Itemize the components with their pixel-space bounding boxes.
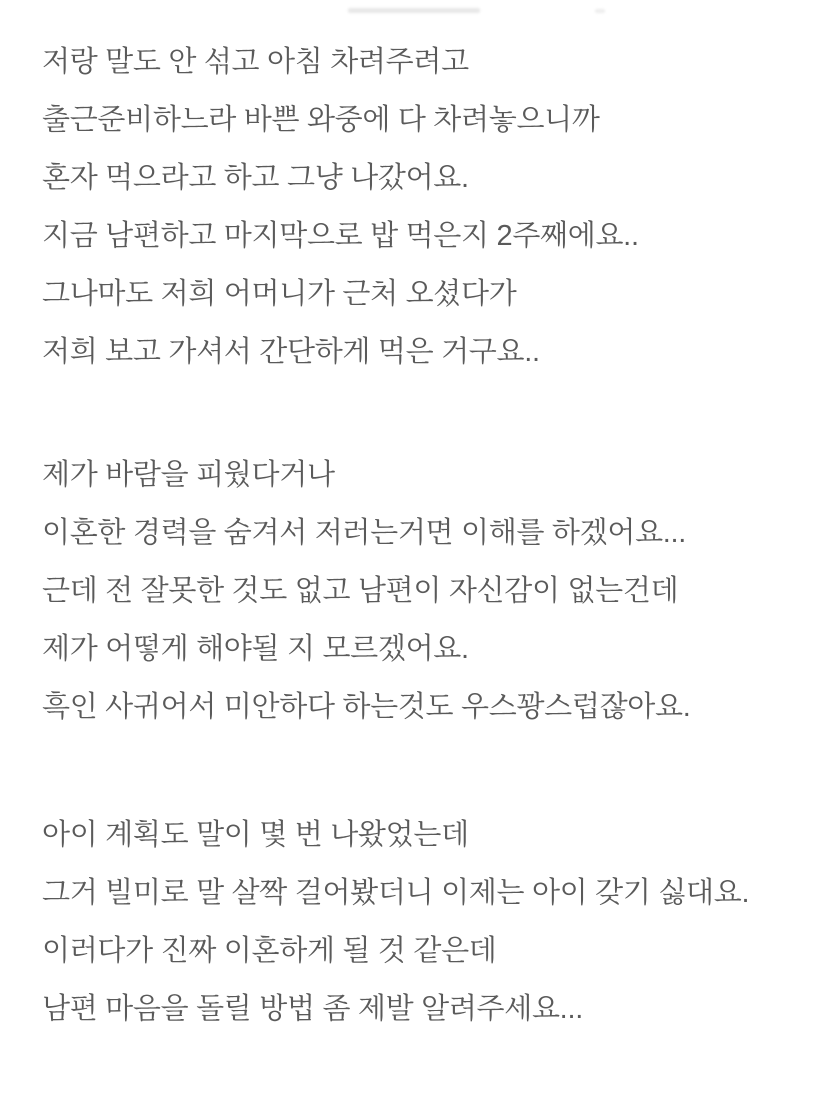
- text-line: 제가 어떻게 해야될 지 모르겠어요.: [42, 633, 469, 665]
- text-line: 근데 전 잘못한 것도 없고 남편이 자신감이 없는건데: [42, 575, 679, 607]
- paragraph-2: [42, 446, 815, 736]
- cropped-text-top-fragment: [348, 8, 480, 13]
- text-line: 흑인 사귀어서 미안하다 하는것도 우스꽝스럽잖아요.: [42, 691, 691, 723]
- text-line: 출근준비하느라 바쁜 와중에 다 차려놓으니까: [42, 104, 600, 136]
- text-line: 제가 바람을 피웠다거나: [42, 459, 335, 491]
- cropped-text-top-fragment-dot: [595, 9, 605, 13]
- text-line: 지금 남편하고 마지막으로 밥 먹은지 2주째에요..: [42, 220, 639, 252]
- text-line: 저희 보고 가셔서 간단하게 먹은 거구요..: [42, 336, 540, 368]
- paragraph-1: [42, 33, 815, 381]
- text-line: 혼자 먹으라고 하고 그냥 나갔어요.: [42, 162, 469, 194]
- text-line: 이러다가 진짜 이혼하게 될 것 같은데: [42, 935, 497, 967]
- text-line: 아이 계획도 말이 몇 번 나왔었는데: [42, 819, 469, 851]
- text-line: 그거 빌미로 말 살짝 걸어봤더니 이제는 아이 갖기 싫대요.: [42, 877, 750, 909]
- text-line: 저랑 말도 안 섞고 아침 차려주려고: [42, 46, 469, 78]
- paragraph-3: [42, 806, 815, 1038]
- text-line: 이혼한 경력을 숨겨서 저러는거면 이해를 하겠어요...: [42, 517, 687, 549]
- text-line: 그나마도 저희 어머니가 근처 오셨다가: [42, 278, 517, 310]
- text-line: 남편 마음을 돌릴 방법 좀 제발 알려주세요...: [42, 993, 583, 1025]
